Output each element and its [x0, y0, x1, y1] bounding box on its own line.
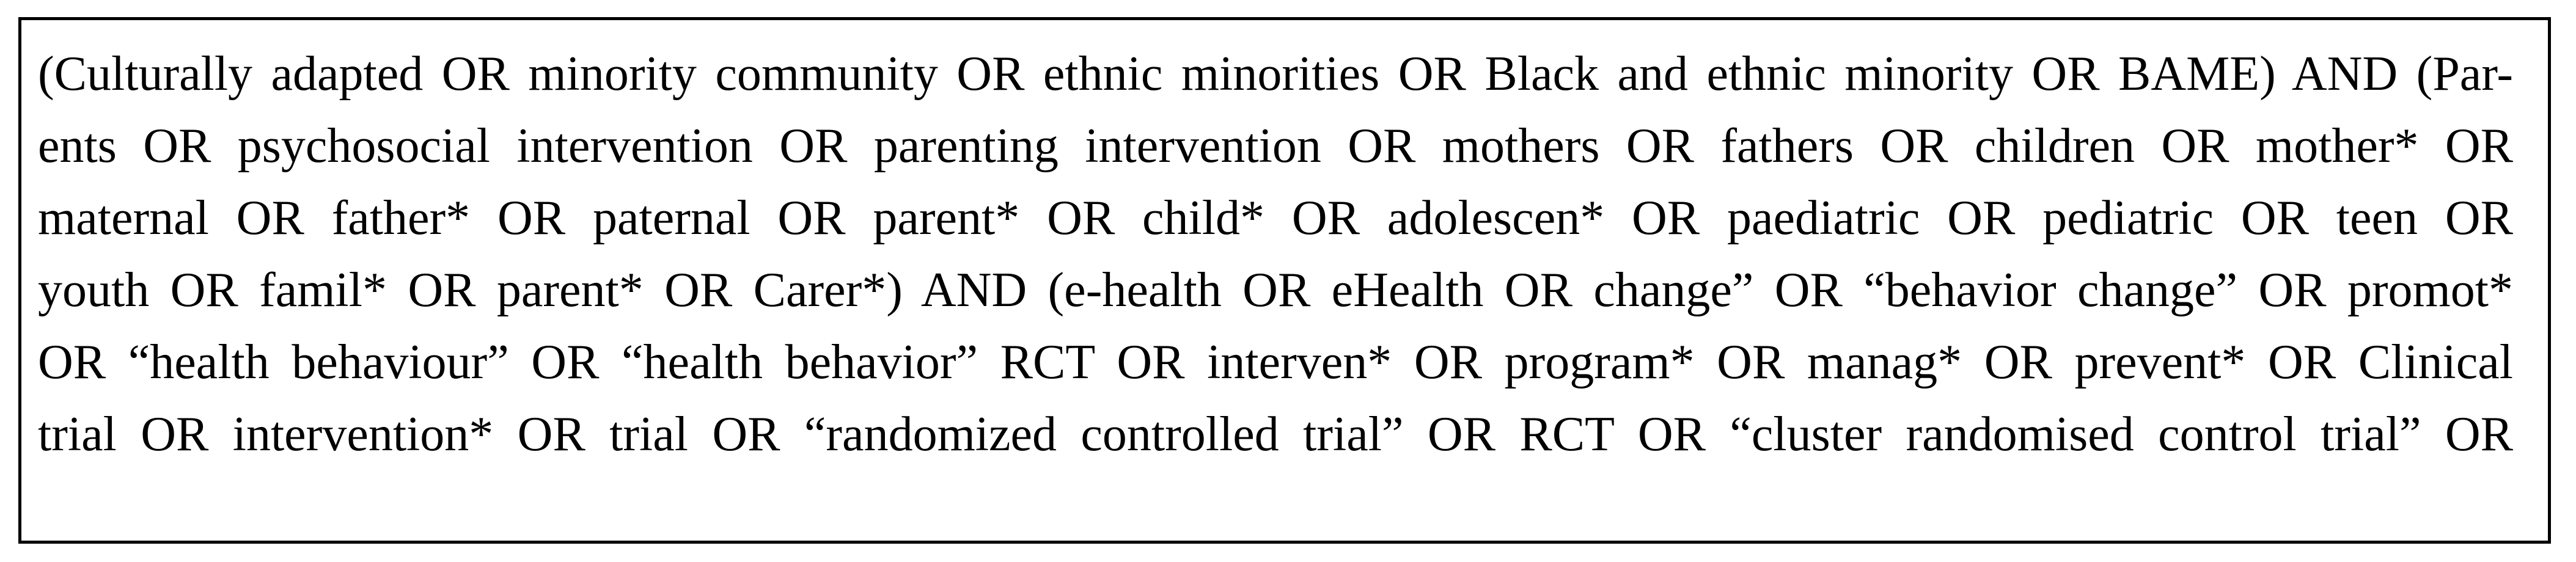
- search-string-line-4: youth OR famil* OR parent* OR Carer*) AND (e-health OR eHealth OR change” OR “behavior change” OR promot*: [38, 263, 2513, 317]
- search-string-line-5: OR “health behaviour” OR “health behavior” RCT OR interven* OR program* OR manag* OR prevent* OR Clinical: [38, 335, 2513, 389]
- search-string-line-3: maternal OR father* OR paternal OR parent* OR child* OR adolescen* OR paediatric OR pediatric OR teen OR: [38, 191, 2513, 245]
- search-string-line-6: trial OR intervention* OR trial OR “randomized controlled trial” OR RCT OR “cluster randomised control trial” OR: [38, 407, 2513, 461]
- search-string-line-1: (Culturally adapted OR minority community OR ethnic minorities OR Black and ethnic minority OR BAME) AND (Par-: [38, 47, 2513, 101]
- search-string-line-2: ents OR psychosocial intervention OR parenting intervention OR mothers OR fathers OR children OR mother* OR: [38, 119, 2513, 173]
- search-string-text: [38, 38, 2513, 470]
